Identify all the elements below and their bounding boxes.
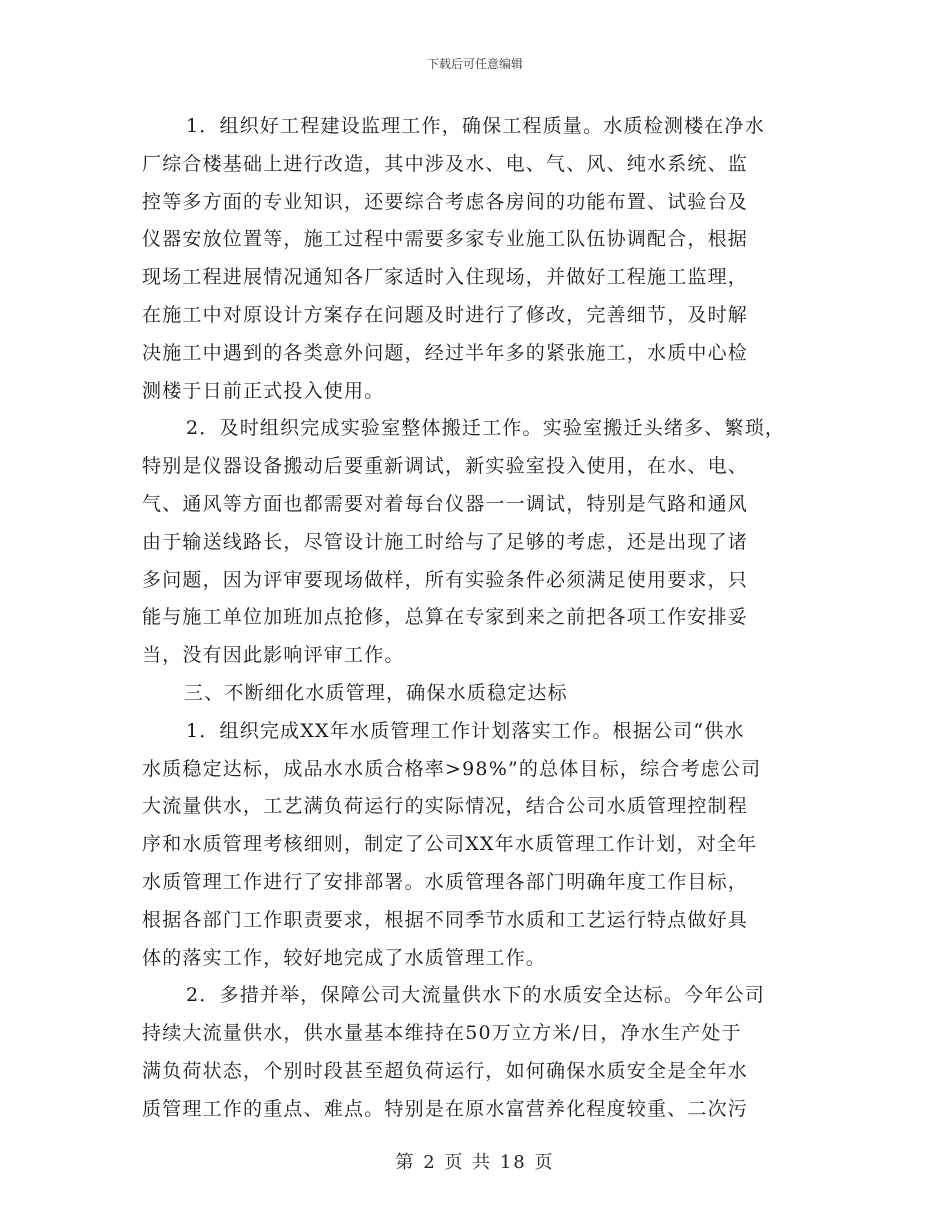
- paragraph-line: 当，没有因此影响评审工作。: [142, 644, 405, 667]
- paragraph-line: 满负荷状态，个别时段甚至超负荷运行，如何确保水质安全是全年水: [142, 1059, 749, 1082]
- paragraph-line: 体的落实工作，较好地完成了水质管理工作。: [142, 946, 547, 969]
- paragraph-line: 水质管理工作进行了安排部署。水质管理各部门明确年度工作目标，: [142, 870, 749, 893]
- paragraph-line: 大流量供水，工艺满负荷运行的实际情况，结合公司水质管理控制程: [142, 795, 749, 818]
- paragraph-line: 决施工中遇到的各类意外问题，经过半年多的紧张施工，水质中心检: [142, 341, 749, 364]
- paragraph-line: 厂综合楼基础上进行改造，其中涉及水、电、气、风、纯水系统、监: [142, 152, 749, 175]
- paragraph-line: 1．组织完成XX年水质管理工作计划落实工作。根据公司“供水: [186, 719, 745, 742]
- paragraph-line: 序和水质管理考核细则，制定了公司XX年水质管理工作计划，对全年: [142, 833, 758, 856]
- paragraph-line: 2．及时组织完成实验室整体搬迁工作。实验室搬迁头绪多、繁琐，: [186, 417, 786, 440]
- paragraph-line: 测楼于日前正式投入使用。: [142, 379, 385, 402]
- paragraph-line: 能与施工单位加班加点抢修，总算在专家到来之前把各项工作安排妥: [142, 606, 749, 629]
- paragraph-line: 水质稳定达标，成品水水质合格率>98%”的总体目标，综合考虑公司: [142, 757, 762, 780]
- document-body: [142, 108, 822, 1129]
- paragraph-line: 多问题，因为评审要现场做样，所有实验条件必须满足使用要求，只: [142, 568, 749, 591]
- paragraph-line: 控等多方面的专业知识，还要综合考虑各房间的功能布置、试验台及: [142, 190, 749, 213]
- paragraph-line: 仪器安放位置等，施工过程中需要多家专业施工队伍协调配合，根据: [142, 228, 749, 251]
- header-note: 下载后可任意编辑: [426, 57, 523, 71]
- paragraph-line: 在施工中对原设计方案存在问题及时进行了修改，完善细节，及时解: [142, 303, 749, 326]
- paragraph-line: 2．多措并举，保障公司大流量供水下的水质安全达标。今年公司: [186, 984, 765, 1007]
- paragraph-line: 气、通风等方面也都需要对着每台仪器一一调试，特别是气路和通风: [142, 492, 749, 515]
- paragraph-line: 持续大流量供水，供水量基本维持在50万立方米/日，净水生产处于: [142, 1022, 742, 1045]
- paragraph-line: 现场工程进展情况通知各厂家适时入住现场，并做好工程施工监理，: [142, 266, 749, 289]
- paragraph-line: 1．组织好工程建设监理工作，确保工程质量。水质检测楼在净水: [186, 115, 765, 137]
- page-number-footer: 第 2 页 共 18 页: [395, 1152, 555, 1173]
- paragraph-line: 质管理工作的重点、难点。特别是在原水富营养化程度较重、二次污: [142, 1097, 749, 1120]
- paragraph-line: 由于输送线路长，尽管设计施工时给与了足够的考虑，还是出现了诸: [142, 530, 749, 553]
- paragraph-line: 特别是仪器设备搬动后要重新调试，新实验室投入使用，在水、电、: [142, 455, 749, 478]
- paragraph-line: 根据各部门工作职责要求，根据不同季节水质和工艺运行特点做好具: [142, 908, 749, 931]
- section-heading: 三、不断细化水质管理，确保水质稳定达标: [184, 681, 568, 704]
